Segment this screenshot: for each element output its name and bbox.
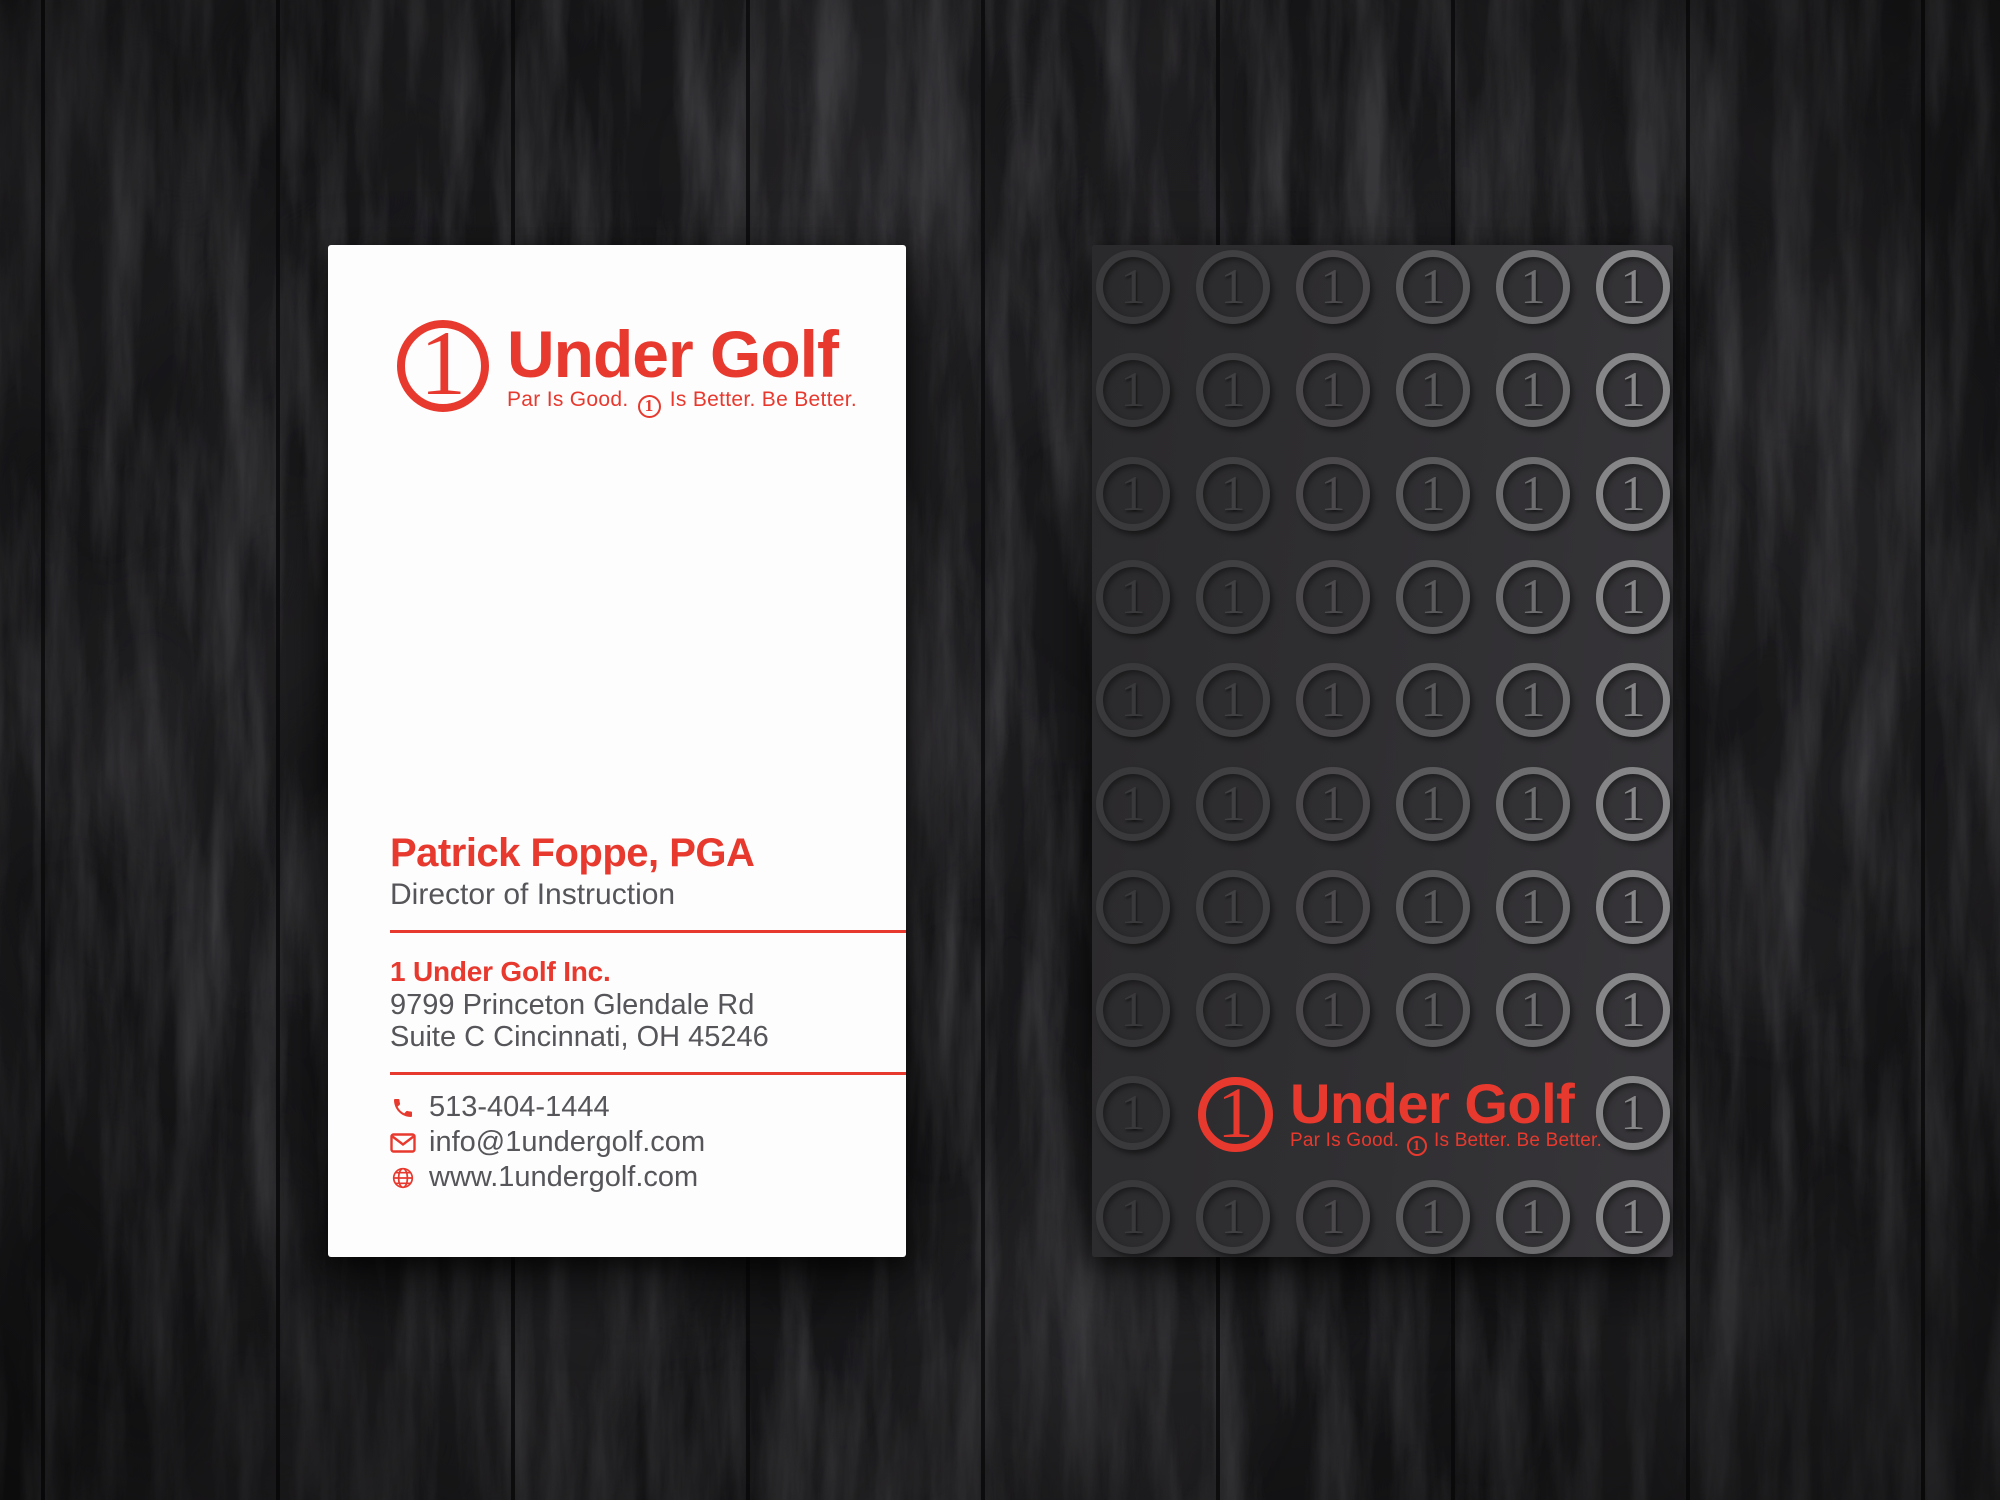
pattern-numeral: 1 (1220, 671, 1246, 728)
pattern-one-circle-icon (1196, 973, 1270, 1047)
pattern-numeral: 1 (1220, 981, 1246, 1038)
pattern-one-circle-icon (1196, 560, 1270, 634)
pattern-numeral: 1 (1620, 1187, 1646, 1244)
pattern-numeral: 1 (1520, 1187, 1546, 1244)
pattern-one-circle-icon (1196, 1180, 1270, 1254)
pattern-numeral: 1 (1120, 877, 1146, 934)
pattern-numeral: 1 (1320, 567, 1346, 624)
pattern-one-circle-icon (1096, 767, 1170, 841)
pattern-one-circle-icon (1296, 353, 1370, 427)
pattern-one-circle-icon (1096, 560, 1170, 634)
pattern-numeral: 1 (1420, 464, 1446, 521)
pattern-numeral: 1 (1520, 258, 1546, 314)
pattern-numeral: 1 (1320, 361, 1346, 418)
pattern-numeral: 1 (1520, 981, 1546, 1038)
website-url: www.1undergolf.com (429, 1161, 699, 1193)
website-row (390, 1160, 705, 1195)
pattern-numeral: 1 (1120, 1084, 1146, 1141)
pattern-numeral: 1 (1520, 567, 1546, 624)
pattern-numeral: 1 (1220, 1187, 1246, 1244)
pattern-numeral: 1 (1120, 981, 1146, 1038)
pattern-numeral: 1 (1420, 877, 1446, 934)
tagline-part1: Par Is Good. (1290, 1130, 1400, 1151)
pattern-one-circle-icon (1596, 560, 1670, 634)
pattern-numeral: 1 (1620, 774, 1646, 831)
pattern-numeral: 1 (1520, 877, 1546, 934)
brand-wordmark: Under Golf (1290, 1072, 1575, 1135)
tagline-numeral: 1 (1412, 1138, 1421, 1154)
one-circle-icon (1198, 1072, 1273, 1153)
pattern-one-circle-icon (1296, 1180, 1370, 1254)
pattern-one-circle-icon (1396, 457, 1470, 531)
pattern-one-circle-icon (1396, 870, 1470, 944)
pattern-numeral: 1 (1320, 671, 1346, 728)
pattern-numeral: 1 (1120, 464, 1146, 521)
phone-row (390, 1090, 705, 1125)
pattern-one-circle-icon (1596, 973, 1670, 1047)
pattern-one-circle-icon (1496, 560, 1570, 634)
pattern-numeral: 1 (1120, 671, 1146, 728)
pattern-one-circle-icon (1396, 663, 1470, 737)
brand-logo-text (507, 317, 858, 418)
pattern-one-circle-icon (1296, 767, 1370, 841)
pattern-numeral: 1 (1620, 464, 1646, 521)
company-block (390, 954, 769, 1053)
phone-number: 513-404-1444 (429, 1091, 610, 1123)
pattern-one-circle-icon (1096, 1076, 1170, 1150)
email-row (390, 1125, 705, 1160)
pattern-one-circle-icon (1196, 767, 1270, 841)
pattern-one-circle-icon (1096, 457, 1170, 531)
pattern-numeral: 1 (1420, 981, 1446, 1038)
pattern-numeral: 1 (1520, 774, 1546, 831)
tagline-one-circle-icon (1407, 1136, 1427, 1156)
pattern-numeral: 1 (1420, 361, 1446, 418)
pattern-one-circle-icon (1296, 457, 1370, 531)
pattern-one-circle-icon (1496, 767, 1570, 841)
pattern-one-circle-icon (1296, 250, 1370, 324)
pattern-one-circle-icon (1396, 250, 1470, 324)
pattern-one-circle-icon (1596, 1076, 1670, 1150)
logo-numeral: 1 (1217, 1072, 1254, 1153)
pattern-numeral: 1 (1520, 671, 1546, 728)
email-icon (390, 1132, 416, 1154)
pattern-one-circle-icon (1496, 1180, 1570, 1254)
contact-block (390, 1090, 705, 1195)
logo-numeral: 1 (420, 312, 466, 414)
brand-tagline (1290, 1131, 1602, 1156)
pattern-numeral: 1 (1620, 1084, 1646, 1141)
business-card-back (1092, 245, 1673, 1257)
pattern-numeral: 1 (1320, 464, 1346, 521)
pattern-numeral: 1 (1120, 774, 1146, 831)
pattern-one-circle-icon (1096, 353, 1170, 427)
pattern-one-circle-icon (1196, 457, 1270, 531)
pattern-one-circle-icon (1496, 870, 1570, 944)
brand-wordmark: Under Golf (507, 317, 838, 391)
pattern-one-circle-icon (1596, 353, 1670, 427)
pattern-one-circle-icon (1296, 870, 1370, 944)
pattern-one-circle-icon (1296, 973, 1370, 1047)
pattern-one-circle-icon (1596, 250, 1670, 324)
pattern-numeral: 1 (1420, 671, 1446, 728)
address-line1: 9799 Princeton Glendale Rd (390, 989, 755, 1021)
pattern-numeral: 1 (1620, 567, 1646, 624)
pattern-numeral: 1 (1220, 464, 1246, 521)
pattern-one-circle-icon (1596, 663, 1670, 737)
pattern-one-circle-icon (1296, 560, 1370, 634)
pattern-numeral: 1 (1320, 774, 1346, 831)
tagline-one-circle-icon (638, 395, 661, 418)
pattern-numeral: 1 (1120, 258, 1146, 314)
pattern-numeral: 1 (1420, 1187, 1446, 1244)
tagline-part1: Par Is Good. (507, 388, 629, 411)
pattern-numeral: 1 (1120, 361, 1146, 418)
brand-tagline (507, 389, 857, 418)
pattern-one-circle-icon (1096, 663, 1170, 737)
pattern-numeral: 1 (1520, 464, 1546, 521)
email-address: info@1undergolf.com (429, 1126, 706, 1158)
pattern-one-circle-icon (1496, 457, 1570, 531)
divider (390, 930, 906, 933)
tagline-numeral: 1 (644, 396, 654, 415)
pattern-numeral: 1 (1620, 361, 1646, 418)
pattern-numeral: 1 (1220, 774, 1246, 831)
pattern-one-circle-icon (1496, 250, 1570, 324)
person-name: Patrick Foppe, PGA (390, 831, 755, 875)
business-card-front (328, 245, 906, 1257)
pattern-numeral: 1 (1320, 877, 1346, 934)
pattern-numeral: 1 (1220, 258, 1246, 314)
pattern-one-circle-icon (1596, 870, 1670, 944)
pattern-one-circle-icon (1496, 973, 1570, 1047)
pattern-one-circle-icon (1596, 1180, 1670, 1254)
tagline-part2: Is Better. Be Better. (669, 388, 858, 411)
pattern-one-circle-icon (1596, 457, 1670, 531)
pattern-numeral: 1 (1320, 981, 1346, 1038)
pattern-numeral: 1 (1520, 361, 1546, 418)
pattern-one-circle-icon (1496, 663, 1570, 737)
pattern-one-circle-icon (1396, 767, 1470, 841)
pattern-numeral: 1 (1120, 1187, 1146, 1244)
pattern-numeral: 1 (1420, 774, 1446, 831)
pattern-one-circle-icon (1496, 353, 1570, 427)
pattern-numeral: 1 (1620, 981, 1646, 1038)
pattern-one-circle-icon (1396, 353, 1470, 427)
pattern-numeral: 1 (1220, 567, 1246, 624)
pattern-numeral: 1 (1220, 361, 1246, 418)
pattern-one-circle-icon (1196, 250, 1270, 324)
pattern-one-circle-icon (1096, 250, 1170, 324)
pattern-one-circle-icon (1196, 870, 1270, 944)
company-name: 1 Under Golf Inc. (390, 956, 611, 987)
pattern-one-circle-icon (1396, 560, 1470, 634)
address-line2: Suite C Cincinnati, OH 45246 (390, 1021, 769, 1053)
pattern-numeral: 1 (1320, 1187, 1346, 1244)
divider (390, 1072, 906, 1075)
pattern-one-circle-icon (1196, 663, 1270, 737)
pattern-one-circle-icon (1396, 1180, 1470, 1254)
pattern-one-circle-icon (1196, 353, 1270, 427)
tagline-part2: Is Better. Be Better. (1434, 1130, 1602, 1151)
pattern-one-circle-icon (1296, 663, 1370, 737)
person-title: Director of Instruction (390, 878, 676, 911)
brand-logo-text (1290, 1072, 1602, 1156)
pattern-numeral: 1 (1420, 567, 1446, 624)
pattern-one-circle-icon (1096, 973, 1170, 1047)
pattern-numeral: 1 (1620, 877, 1646, 934)
pattern-numeral: 1 (1320, 258, 1346, 314)
pattern-numeral: 1 (1620, 671, 1646, 728)
pattern-numeral: 1 (1120, 567, 1146, 624)
person-block (390, 831, 754, 913)
pattern-numeral: 1 (1420, 258, 1446, 314)
globe-icon (390, 1166, 416, 1190)
one-circle-icon (397, 312, 489, 414)
pattern-one-circle-icon (1596, 767, 1670, 841)
pattern-one-circle-icon (1396, 973, 1470, 1047)
pattern-numeral: 1 (1620, 258, 1646, 314)
pattern-numeral: 1 (1220, 877, 1246, 934)
pattern-one-circle-icon (1096, 870, 1170, 944)
pattern-one-circle-icon (1096, 1180, 1170, 1254)
phone-icon (390, 1096, 416, 1120)
